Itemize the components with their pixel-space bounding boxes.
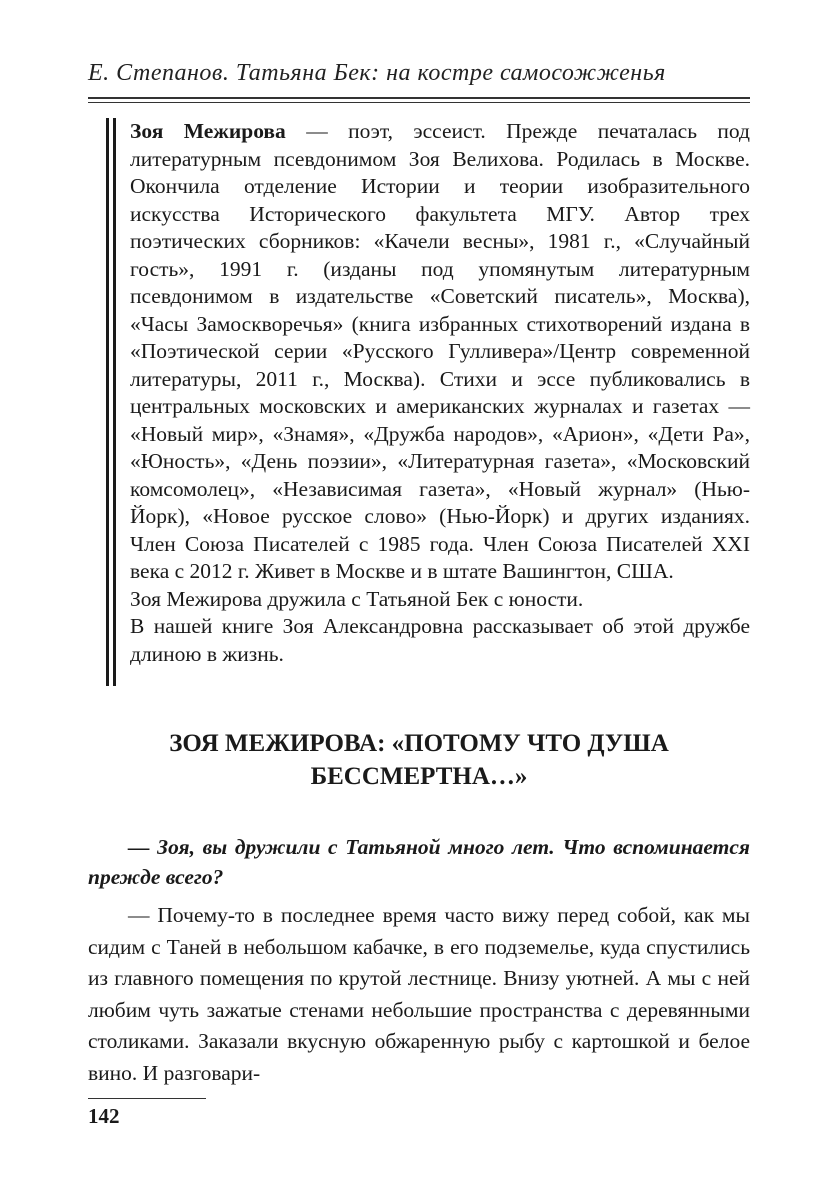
footer-rule (88, 1098, 206, 1099)
interview-title-line-1: ЗОЯ МЕЖИРОВА: «ПОТОМУ ЧТО ДУША (169, 730, 669, 757)
interview-title (88, 727, 750, 793)
bio-paragraph-2: Зоя Межирова дружила с Татьяной Бек с юности. (130, 586, 584, 611)
bio-paragraph-1-text: — поэт, эссеист. Прежде печаталась под литературным псевдонимом Зоя Велихова. Родилась в Москве. Окончила отделение Истории и теории изобразительного искусства Исторического факультета МГУ. Автор трех поэтических сборников: «Качели весны», 1981 г., «Случайный гость», 1991 г. (изданы под упомянутым литературным псевдонимом в издательстве «Советский писатель», Москва), «Часы Замоскворечья» (книга избранных стихотворений издана в «Поэтической серии «Русского Гулливера»/Центр современной литературы, 2011 г., Москва). Стихи и эссе публиковались в центральных московских и американских журналах и газетах — «Новый мир», «Знамя», «Дружба народов», «Арион», «Дети Ра», «Юность», «День поэзии», «Литературная газета», «Московский комсомолец», «Независимая газета», «Новый журнал» (Нью-Йорк), «Новое русское слово» (Нью-Йорк) и других изданиях. Член Союза Писателей с 1985 года. Член Союза Писателей XXI века с 2012 г. Живет в Москве и в штате Вашингтон, США. (130, 119, 750, 583)
header-rule-thin (88, 102, 750, 103)
bio-sidebar-line-right (113, 118, 116, 686)
interview-title-line-2: БЕССМЕРТНА…» (310, 763, 528, 790)
bio-sidebar-line-left (106, 118, 109, 686)
interview-answer: — Почему-то в последнее время часто вижу перед собой, как мы сидим с Таней в небольшом кабачке, в его подземелье, куда спустились из главного помещения по крутой лестнице. Внизу уютней. А мы с ней любим чуть зажатые стенами небольшие пространства с деревянными столиками. Заказали вкусную обжаренную рыбу с картошкой и белое вино. И разговари- (88, 903, 750, 1085)
bio-author-name: Зоя Межирова (130, 119, 286, 143)
interview-question: — Зоя, вы дружили с Татьяной много лет. Что вспоминается прежде всего? (88, 835, 750, 889)
author-bio-block (106, 118, 750, 686)
bio-paragraph-1 (130, 118, 750, 586)
running-header: Е. Степанов. Татьяна Бек: на костре самосожженья (88, 60, 666, 86)
page-number: 142 (88, 1104, 120, 1128)
bio-text (130, 118, 750, 668)
bio-paragraph-3: В нашей книге Зоя Александровна рассказывает об этой дружбе длиною в жизнь. (130, 614, 750, 666)
header-rule-thick (88, 97, 750, 99)
